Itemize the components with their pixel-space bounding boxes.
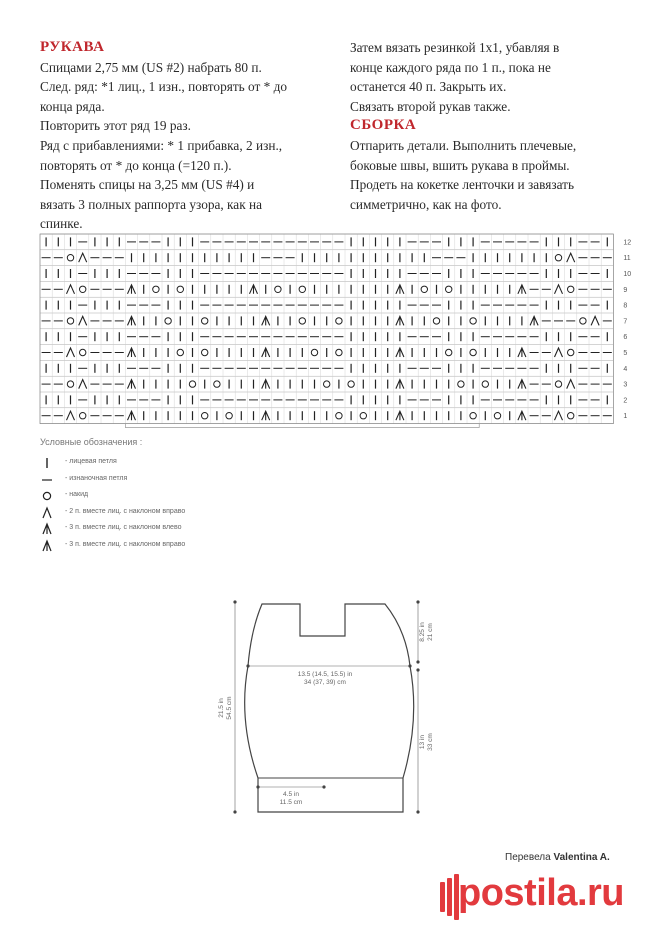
chart-stitch (555, 255, 561, 261)
legend-label: - лицевая петля (65, 458, 117, 465)
instruction-line: вязать 3 полных раппорта узора, как на (40, 196, 263, 212)
chart-stitch (177, 349, 183, 355)
chart-stitch (128, 380, 136, 389)
legend-label: - 3 п. вместе лиц. с наклоном вправо (65, 540, 186, 548)
chart-stitch (336, 413, 342, 419)
row-number: 12 (623, 239, 632, 247)
chart-stitch (530, 316, 538, 325)
chart-stitch (324, 381, 330, 387)
chart-stitch (518, 411, 526, 420)
chart-stitch (165, 318, 171, 324)
row-number: 5 (623, 350, 628, 357)
chart-stitch (568, 286, 574, 292)
chart-stitch (470, 349, 476, 355)
chart-stitch (128, 348, 136, 357)
chart-stitch (360, 413, 366, 419)
chart-stitch (567, 380, 575, 389)
chart-stitch (202, 349, 208, 355)
chart-stitch (311, 349, 317, 355)
assembly-instructions (350, 136, 640, 214)
chart-stitch (202, 413, 208, 419)
chart-stitch (470, 413, 476, 419)
side-label: 13 in 33 cm (419, 733, 434, 751)
chart-stitch (518, 285, 526, 294)
sleeves-instructions-continued (350, 38, 640, 116)
row-number: 8 (623, 302, 628, 310)
instruction-line: Повторить этот ряд 19 раз. (40, 118, 191, 134)
row-number: 2 (623, 397, 628, 405)
chart-stitch (567, 253, 575, 262)
chart-stitch (555, 285, 563, 294)
watermark-text: postila.ru (458, 872, 625, 914)
legend-label: - изнаночная петля (65, 474, 128, 482)
chart-stitch (67, 255, 73, 261)
chart-stitch (591, 316, 599, 325)
instruction-line: конца ряда. (40, 98, 105, 114)
chart-stitch (202, 318, 208, 324)
row-number: 4 (623, 365, 628, 373)
chart-stitch (79, 380, 87, 389)
row-number: 1 (623, 413, 628, 421)
assembly-heading: СБОРКА (350, 117, 417, 134)
repeat-bracket (125, 424, 479, 428)
chart-stitch (128, 411, 136, 420)
legend-title: Условные обозначения : (40, 437, 143, 447)
instruction-line: Спицами 2,75 мм (US #2) набрать 80 п. (40, 59, 262, 75)
sleeves-instructions (40, 58, 340, 234)
chart-stitch (568, 349, 574, 355)
chart-stitch (299, 286, 305, 292)
legend-label: - накид (65, 491, 89, 498)
legend-label: - 2 п. вместе лиц. с наклоном вправо (65, 507, 186, 515)
chart-stitch (299, 318, 305, 324)
chart-stitch (80, 286, 86, 292)
chart-stitch (555, 411, 563, 420)
chart-stitch (396, 411, 404, 420)
height-label: 21.5 in 54.5 cm (218, 696, 233, 720)
chart-stitch (518, 380, 526, 389)
chart-stitch (67, 411, 75, 420)
width-label: 13.5 (14.5, 15.5) in 34 (37, 39) cm (297, 671, 353, 686)
chart-stitch (446, 349, 452, 355)
instruction-line: боковые швы, вшить рукава в проймы. (350, 157, 570, 173)
chart-stitch (262, 380, 270, 389)
garment-schematic (200, 590, 440, 830)
chart-stitch (348, 381, 354, 387)
chart-stitch (396, 316, 404, 325)
chart-stitch (153, 286, 159, 292)
row-number: 10 (623, 271, 632, 278)
stitch-chart (37, 232, 660, 432)
chart-stitch (67, 285, 75, 294)
instruction-line: спинке. (40, 216, 83, 232)
chart-stitch (189, 381, 195, 387)
chart-stitch (433, 318, 439, 324)
chart-stitch (67, 318, 73, 324)
instruction-line: останется 40 п. Закрыть их. (350, 79, 507, 95)
purl-stitch-icon (40, 473, 54, 487)
chart-stitch (80, 349, 86, 355)
chart-stitch (580, 318, 586, 324)
garment-outline (245, 604, 414, 812)
chart-stitch (79, 316, 87, 325)
k2tog-right-icon (40, 506, 54, 520)
assembly-section (350, 38, 640, 214)
instruction-line: Затем вязать резинкой 1х1, убавляя в (350, 40, 560, 55)
row-number: 6 (623, 334, 628, 342)
instruction-line: симметрично, как на фото. (350, 196, 502, 212)
chart-stitch (250, 285, 258, 294)
k3tog-left-icon (40, 522, 54, 536)
chart-stitch (396, 380, 404, 389)
instruction-line: Отпарить детали. Выполнить плечевые, (350, 137, 577, 153)
instruction-line: Продеть на кокетке ленточки и завязать (350, 177, 575, 193)
chart-stitch (555, 348, 563, 357)
chart-stitch (80, 413, 86, 419)
chart-stitch (470, 318, 476, 324)
chart-stitch (482, 381, 488, 387)
chart-stitch (67, 381, 73, 387)
chart-stitch (275, 286, 281, 292)
sleeves-heading: РУКАВА (40, 39, 105, 55)
yarn-over-icon (40, 489, 54, 503)
chart-stitch (262, 411, 270, 420)
row-number: 9 (623, 286, 628, 294)
instruction-line: Связать второй рукав также. (350, 98, 511, 114)
sleeves-section (40, 38, 340, 234)
chart-stitch (396, 348, 404, 357)
row-number: 3 (623, 381, 628, 389)
chart-stitch (128, 316, 136, 325)
chart-stitch (446, 286, 452, 292)
chart-stitch (214, 381, 220, 387)
chart-stitch (79, 253, 87, 262)
chart-stitch (336, 349, 342, 355)
instruction-line: повторять от * до конца (=120 п.). (40, 157, 232, 173)
instruction-line: Поменять спицы на 3,25 мм (US #4) и (40, 177, 255, 193)
chart-stitch (421, 286, 427, 292)
instruction-line: След. ряд: *1 лиц., 1 изн., повторять от * до (40, 79, 288, 95)
chart-stitch (494, 413, 500, 419)
chart-stitch (128, 285, 136, 294)
chart-stitch (518, 348, 526, 357)
instruction-line: конце каждого ряда по 1 п., пока не (350, 59, 551, 75)
chart-stitch (226, 413, 232, 419)
instruction-line: Ряд с прибавлениями: * 1 прибавка, 2 изн., (40, 137, 283, 153)
chart-stitch (67, 348, 75, 357)
knit-stitch-icon (40, 456, 54, 470)
chart-stitch (177, 286, 183, 292)
armhole-label: 8.25 in 21 cm (419, 622, 434, 642)
chart-stitch (262, 348, 270, 357)
k3tog-right-icon (40, 539, 54, 553)
chart-stitch (568, 413, 574, 419)
chart-stitch (262, 316, 270, 325)
chart-stitch (458, 381, 464, 387)
chart-stitch (555, 381, 561, 387)
chart-stitch (336, 318, 342, 324)
row-number: 11 (623, 255, 631, 263)
chart-stitch (396, 285, 404, 294)
row-number: 7 (623, 318, 628, 326)
legend-label: - 3 п. вместе лиц. с наклоном влево (65, 524, 182, 531)
translator-credit: Перевела Valentina A. (505, 852, 610, 863)
rib-label: 4.5 in 11.5 cm (279, 791, 303, 806)
